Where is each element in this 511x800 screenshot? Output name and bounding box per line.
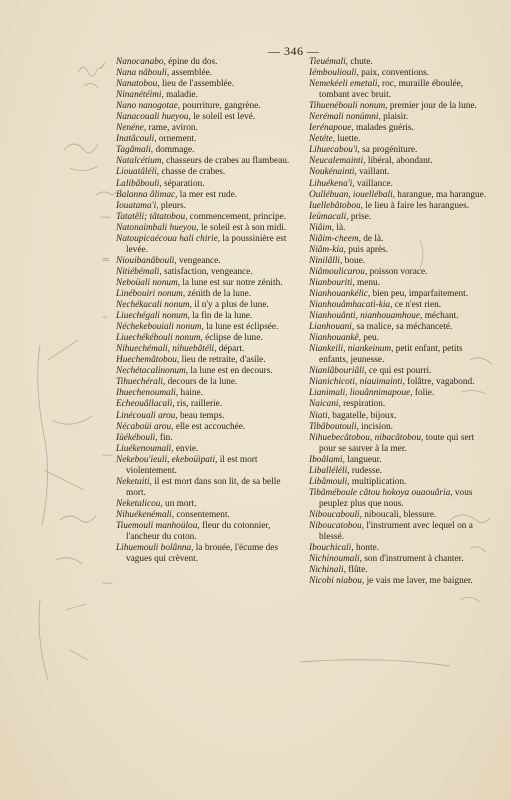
entry-definition: épine du dos.: [165, 57, 218, 67]
entry-headword: Iüékébouli,: [116, 432, 158, 443]
dictionary-entry: [309, 322, 493, 333]
dictionary-entry: [116, 289, 302, 300]
entry-headword: Netéte,: [309, 134, 336, 145]
entry-definition: paix, conventions.: [358, 68, 430, 79]
entry-headword: Liuechékébouli nonum,: [116, 333, 203, 344]
dictionary-entry: [116, 311, 302, 322]
entry-headword: Iuellebâtobou,: [309, 200, 363, 211]
entry-definition: lieu de l'assemblée.: [159, 79, 235, 90]
dictionary-entry: [309, 134, 493, 145]
margin-dash-mark: —: [102, 448, 113, 461]
entry-headword: Niâmoulicarou,: [309, 266, 368, 277]
entry-definition: plaisir.: [380, 112, 409, 123]
entry-headword: Nicobi niabou,: [309, 576, 365, 587]
entry-definition: vaillant.: [356, 167, 390, 178]
entry-definition: méchant.: [422, 311, 459, 322]
entry-headword: Niouibanâbouli,: [116, 255, 177, 266]
entry-headword: Nenéne,: [116, 123, 147, 134]
entry-definition: rame, aviron.: [146, 123, 198, 134]
margin-dash-mark: —: [102, 576, 113, 589]
entry-headword: Nechékacali nonum,: [116, 300, 192, 311]
entry-definition: ce qui est pourri.: [366, 366, 432, 377]
entry-definition: langueur.: [344, 454, 382, 465]
dictionary-entry: [309, 256, 493, 267]
dictionary-entry: [116, 399, 302, 410]
entry-headword: Niâim,: [309, 222, 335, 233]
entry-definition: beau temps.: [177, 410, 225, 421]
entry-definition: dommage.: [153, 145, 195, 156]
margin-equals-mark: =: [101, 253, 111, 266]
entry-definition: malades guéris.: [353, 123, 414, 134]
entry-headword: Linébouiri nonum,: [116, 288, 186, 299]
entry-headword: Ninilâlli,: [309, 255, 343, 266]
entry-headword: Nana nâbouli,: [116, 68, 170, 79]
entry-definition: la brouée, l'écume des vagues qui crèvent.: [126, 543, 279, 565]
entry-headword: Neboüali nonum,: [116, 277, 181, 288]
entry-definition: il est mort dans son lit, de sa belle mort.: [126, 476, 281, 498]
entry-definition: vaillance.: [354, 178, 393, 189]
entry-headword: Natalcétium,: [116, 156, 164, 167]
entry-headword: Noukénainti,: [309, 167, 357, 178]
dictionary-entry: [309, 422, 493, 433]
dictionary-entry: [116, 366, 302, 377]
entry-definition: multiplication.: [349, 476, 407, 487]
entry-definition: peu.: [360, 333, 379, 344]
dictionary-entry: [116, 510, 302, 521]
entry-headword: Nihuechémali, nihuebâtéli,: [116, 344, 217, 355]
dictionary-entry: [309, 278, 493, 289]
entry-headword: Linécouali arou,: [116, 410, 178, 421]
entry-definition: roc, muraille éboulée, tombant avec bruit.: [319, 79, 464, 101]
entry-definition: fleur du cotonnier, l'ancheur du coton.: [126, 520, 271, 543]
entry-headword: Niâm-kia,: [309, 244, 346, 255]
entry-definition: la lune est sur notre zénith.: [180, 277, 283, 288]
dictionary-entry: [116, 68, 302, 79]
entry-definition: chasse de crabes.: [159, 167, 226, 178]
entry-headword: Lalibâbouli,: [116, 178, 162, 189]
entry-headword: Iboâlami,: [309, 454, 345, 465]
entry-definition: le lieu à faire les harangues.: [362, 200, 470, 211]
dictionary-entry: [116, 278, 302, 289]
dictionary-entry: [309, 554, 493, 565]
entry-definition: la lune est éclipsée.: [203, 322, 279, 333]
dictionary-entry: [116, 377, 302, 388]
left-column: [116, 57, 302, 565]
dictionary-entry: [309, 565, 493, 576]
entry-headword: Nianhouânti, nianhouamhoue,: [309, 311, 423, 322]
entry-headword: Liuékenoumali,: [116, 443, 174, 454]
entry-definition: folâtre, vagabond.: [404, 377, 475, 388]
entry-headword: Nitiébémali,: [116, 266, 162, 277]
dictionary-entry: [116, 422, 302, 433]
entry-headword: Nekebou'ieuli, ekeboüipati,: [116, 454, 218, 465]
entry-headword: Nechétacalinonum,: [116, 366, 189, 377]
entry-headword: Tibâméboule câtou hokoya ouaouâria,: [309, 487, 453, 498]
entry-definition: pleurs.: [158, 200, 186, 211]
dictionary-entry: [309, 167, 493, 178]
entry-headword: Tiuemouli manhoülou,: [116, 520, 200, 531]
entry-definition: éclipse de lune.: [202, 333, 263, 344]
entry-headword: Tatatêli; tâtatobou,: [116, 211, 188, 222]
dictionary-entry: [309, 79, 493, 101]
dictionary-entry: [116, 455, 302, 477]
margin-dash-mark: –: [102, 310, 108, 323]
entry-headword: Ibouchicali,: [309, 543, 354, 554]
dictionary-entry: [309, 123, 493, 134]
dictionary-entry: [116, 521, 302, 543]
entry-headword: Niboucatobou,: [309, 520, 365, 531]
entry-definition: sa malice, sa méchanceté.: [354, 322, 453, 333]
entry-headword: Neketalicou,: [116, 498, 163, 509]
entry-definition: maladie.: [163, 90, 198, 101]
entry-definition: rudesse.: [349, 465, 383, 476]
entry-headword: Niboucabouli,: [309, 509, 362, 520]
entry-headword: Tihuechérali,: [116, 377, 166, 388]
entry-headword: Lianimali, liouânnimapoue,: [309, 388, 413, 399]
dictionary-entry: [309, 510, 493, 521]
entry-definition: vous peuplez plus que nous.: [319, 487, 473, 509]
entry-definition: son d'instrument à chanter.: [361, 554, 464, 565]
entry-headword: Echeouâllacali,: [116, 399, 175, 410]
entry-definition: ce n'est rien.: [392, 300, 442, 311]
dictionary-entry: [309, 145, 493, 156]
entry-headword: Nichinoumali,: [309, 554, 362, 565]
entry-definition: séparation.: [161, 178, 205, 189]
entry-headword: Iémbouliouli,: [309, 68, 359, 79]
entry-definition: puis après.: [345, 244, 389, 255]
entry-headword: Ninanétéimi,: [116, 90, 164, 101]
entry-headword: Huechemâtobou,: [116, 355, 180, 366]
dictionary-entry: [309, 521, 493, 543]
dictionary-entry: [116, 234, 302, 256]
entry-definition: prise.: [348, 211, 372, 222]
entry-definition: elle est accouchée.: [173, 421, 246, 432]
dictionary-entry: [309, 245, 493, 256]
dictionary-entry: [309, 156, 493, 167]
entry-headword: Iouatama'i,: [116, 200, 159, 211]
entry-definition: honte.: [353, 543, 379, 554]
dictionary-entry: [116, 167, 302, 178]
entry-definition: decours de la lune.: [165, 377, 238, 388]
entry-headword: Inatâcouli,: [116, 134, 157, 145]
dictionary-entry: [309, 411, 493, 422]
entry-headword: Tihuenébouli nonum,: [309, 101, 388, 112]
dictionary-entry: [309, 377, 493, 388]
entry-definition: ornement.: [156, 134, 197, 145]
entry-headword: Ieümacali,: [309, 211, 349, 222]
dictionary-entry: [116, 543, 302, 565]
entry-headword: Ierénapoue,: [309, 123, 354, 134]
dictionary-entry: [309, 101, 493, 112]
entry-headword: Naicani,: [309, 399, 341, 410]
dictionary-entry: [116, 256, 302, 267]
entry-definition: haine.: [178, 388, 203, 399]
entry-headword: Nanocanabo,: [116, 57, 166, 67]
margin-dash-mark: —: [100, 210, 111, 223]
dictionary-entry: [116, 79, 302, 90]
dictionary-entry: [116, 101, 302, 112]
entry-headword: Tibâboutouli,: [309, 421, 359, 432]
dictionary-entry: [116, 477, 302, 499]
dictionary-entry: [116, 344, 302, 355]
dictionary-entry: [116, 444, 302, 455]
dictionary-entry: [309, 179, 493, 190]
entry-definition: poisson vorace.: [367, 266, 428, 277]
entry-definition: satisfaction, vengeance.: [161, 266, 253, 277]
dictionary-entry: [116, 190, 302, 201]
entry-headword: Natoupicaécoua hali chirie,: [116, 233, 221, 244]
entry-definition: la lune est en decours.: [188, 366, 273, 377]
dictionary-entry: [309, 223, 493, 234]
dictionary-entry: [116, 388, 302, 399]
margin-check-mark: ✓: [98, 60, 108, 73]
dictionary-entry: [116, 57, 302, 68]
entry-definition: premier jour de la lune.: [387, 101, 477, 112]
entry-headword: Lihuecabou'i,: [309, 145, 360, 156]
entry-definition: la poussinière est levée.: [126, 233, 287, 255]
entry-headword: Balanna âlimac,: [116, 189, 178, 200]
dictionary-entry: [116, 156, 302, 167]
entry-definition: consentement.: [174, 509, 230, 520]
entry-headword: Neketaiti,: [116, 476, 152, 487]
entry-definition: bien peu, imparfaitement.: [370, 288, 469, 299]
dictionary-entry: [309, 344, 493, 366]
dictionary-entry: [309, 455, 493, 466]
entry-definition: de là.: [360, 233, 384, 244]
entry-headword: Lihuékena'i,: [309, 178, 355, 189]
dictionary-entry: [309, 388, 493, 399]
entry-definition: boue.: [342, 255, 366, 266]
entry-headword: Tagâmali,: [116, 145, 154, 156]
entry-definition: le soleil est à son midi.: [198, 222, 287, 233]
entry-headword: Nanacouali hueyou,: [116, 112, 191, 123]
entry-definition: respiration.: [340, 399, 386, 410]
dictionary-entry: [309, 466, 493, 477]
dictionary-entry: [309, 68, 493, 79]
dictionary-entry: [309, 201, 493, 212]
entry-headword: Nano nanogotae,: [116, 101, 181, 112]
entry-headword: Liuechégali nonum,: [116, 311, 190, 322]
dictionary-entry: [309, 399, 493, 410]
entry-headword: Niati,: [309, 410, 330, 421]
dictionary-entry: [116, 333, 302, 344]
entry-headword: Néchekebouiali nonum,: [116, 322, 204, 333]
entry-headword: Nianlâbouriâli,: [309, 366, 367, 377]
entry-headword: Nianhouankélic,: [309, 288, 371, 299]
entry-headword: Liballéléli,: [309, 465, 350, 476]
dictionary-entry: [309, 267, 493, 278]
entry-definition: niboucali, blessure.: [361, 509, 437, 520]
entry-definition: fin.: [157, 432, 173, 443]
entry-definition: chasseurs de crabes au flambeau.: [163, 156, 290, 167]
dictionary-entry: [309, 289, 493, 300]
entry-headword: Lianhouani,: [309, 322, 355, 333]
entry-headword: Niâim-cheem,: [309, 233, 361, 244]
entry-definition: le soleil est levé.: [190, 112, 256, 123]
dictionary-entry: [309, 433, 493, 455]
dictionary-entry: [116, 134, 302, 145]
entry-headword: Ihuechenoumali,: [116, 388, 179, 399]
dictionary-entry: [309, 366, 493, 377]
entry-headword: Nianhouâmhacati-kia,: [309, 300, 393, 311]
dictionary-entry: [309, 212, 493, 223]
dictionary-entry: [116, 300, 302, 311]
dictionary-entry: [116, 145, 302, 156]
entry-headword: Nianichicoti, niauimainti,: [309, 377, 405, 388]
entry-headword: Nanatobou,: [116, 79, 160, 90]
entry-definition: zénith de la lune.: [185, 288, 252, 299]
dictionary-entry: [116, 212, 302, 223]
entry-headword: Liouatâléli,: [116, 167, 160, 178]
dictionary-entry: [116, 267, 302, 278]
entry-definition: flûte.: [345, 565, 368, 576]
entry-definition: folie.: [412, 388, 435, 399]
entry-headword: Nemekéeli emetali,: [309, 79, 380, 90]
entry-headword: Lihuemouli bolânna,: [116, 543, 194, 554]
entry-headword: Neucalemainti,: [309, 156, 366, 167]
entry-definition: il est mort violentement.: [126, 454, 258, 476]
entry-definition: incision.: [358, 421, 393, 432]
entry-definition: harangue, ma harangue.: [394, 189, 487, 200]
entry-definition: assemblée.: [169, 68, 213, 79]
entry-definition: libéral, abondant.: [365, 156, 433, 167]
right-column: [309, 57, 493, 587]
dictionary-entry: [309, 234, 493, 245]
dictionary-entry: [309, 57, 493, 68]
dictionary-entry: [116, 123, 302, 134]
dictionary-entry: [116, 355, 302, 366]
dictionary-entry: [309, 300, 493, 311]
entry-definition: un mort.: [162, 498, 197, 509]
entry-headword: Nianhouankê,: [309, 333, 361, 344]
dictionary-entry: [309, 190, 493, 201]
dictionary-entry: [116, 90, 302, 101]
entry-definition: je vais me laver, me baigner.: [364, 576, 473, 587]
entry-headword: Oullébuan, iouellébali,: [309, 189, 395, 200]
dictionary-entry: [116, 322, 302, 333]
entry-definition: là.: [334, 222, 346, 233]
entry-headword: Nerémali nonümni,: [309, 112, 381, 123]
entry-headword: Nichinali,: [309, 565, 346, 576]
dictionary-entry: [116, 433, 302, 444]
entry-definition: l'instrument avec lequel on a blessé.: [319, 520, 473, 543]
dictionary-entry: [309, 112, 493, 123]
entry-definition: commencement, principe.: [187, 211, 287, 222]
dictionary-entry: [309, 543, 493, 554]
entry-definition: petit enfant, petits enfants, jeunesse.: [319, 344, 463, 366]
dictionary-entry: [116, 179, 302, 190]
entry-headword: Niankeili, niankeinum,: [309, 344, 394, 355]
entry-headword: Nihuékenémali,: [116, 509, 175, 520]
entry-definition: la mer est rude.: [177, 189, 238, 200]
entry-definition: il n'y a plus de lune.: [191, 300, 269, 311]
entry-headword: Nihuebecâtobou, nibacâtobou,: [309, 432, 424, 443]
entry-headword: Tieuémali,: [309, 57, 348, 67]
dictionary-entry: [309, 477, 493, 488]
dictionary-entry: [309, 576, 493, 587]
entry-definition: menu.: [354, 277, 381, 288]
entry-headword: Natonaimbali hueyou,: [116, 222, 199, 233]
dictionary-entry: [309, 488, 493, 510]
entry-definition: toute qui sert pour se sauver à la mer.: [319, 432, 475, 454]
dictionary-entry: [309, 333, 493, 344]
dictionary-entry: [309, 311, 493, 322]
entry-definition: la fin de la lune.: [189, 311, 253, 322]
entry-headword: Nianbouriti,: [309, 277, 355, 288]
entry-definition: lieu de retraite, d'asile.: [179, 355, 266, 366]
entry-definition: luette.: [335, 134, 361, 145]
entry-definition: bagatelle, bijoux.: [329, 410, 397, 421]
entry-headword: Nécaboüi arou,: [116, 421, 174, 432]
entry-definition: sa progéniture.: [359, 145, 418, 156]
entry-definition: départ.: [216, 344, 245, 355]
dictionary-entry: [116, 201, 302, 212]
dictionary-entry: [116, 112, 302, 123]
dictionary-entry: [116, 499, 302, 510]
entry-definition: vengeance.: [176, 255, 221, 266]
dictionary-entry: [116, 411, 302, 422]
entry-definition: envie.: [173, 443, 199, 454]
page-number: — 346 —: [268, 44, 320, 58]
entry-definition: chute.: [348, 57, 373, 67]
entry-definition: pourriture, gangrène.: [180, 101, 261, 112]
entry-headword: Libâmouli,: [309, 476, 350, 487]
entry-definition: ris, raillerie.: [174, 399, 223, 410]
dictionary-entry: [116, 223, 302, 234]
